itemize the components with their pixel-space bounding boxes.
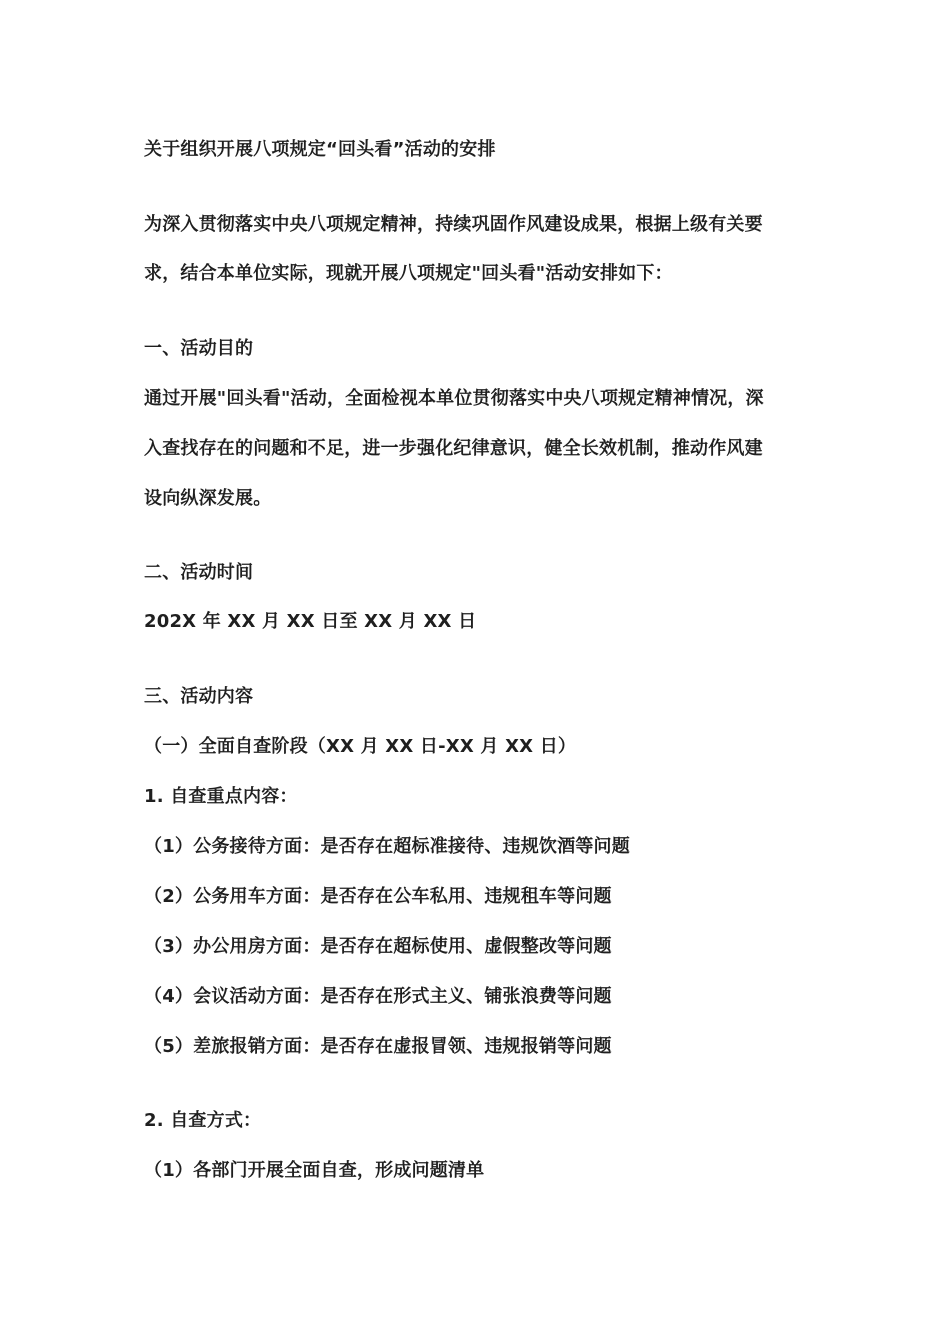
- activity-date-range: 202X 年 XX 月 XX 日至 XX 月 XX 日: [144, 611, 477, 632]
- section-heading-time: 二、活动时间: [144, 562, 254, 583]
- list-item: （4）会议活动方面：是否存在形式主义、铺张浪费等问题: [144, 986, 612, 1007]
- section-heading-content: 三、活动内容: [144, 686, 254, 707]
- intro-line: 为深入贯彻落实中央八项规定精神，持续巩固作风建设成果，根据上级有关要: [144, 214, 763, 235]
- paragraph-line: 设向纵深发展。: [144, 488, 272, 509]
- subsection-heading: 1. 自查重点内容：: [144, 786, 298, 807]
- list-item: （5）差旅报销方面：是否存在虚报冒领、违规报销等问题: [144, 1036, 612, 1057]
- paragraph-line: 入查找存在的问题和不足，进一步强化纪律意识，健全长效机制，推动作风建: [144, 438, 763, 459]
- list-item: （3）办公用房方面：是否存在超标使用、虚假整改等问题: [144, 936, 612, 957]
- document-title: 关于组织开展八项规定“回头看”活动的安排: [144, 139, 496, 160]
- list-item: （1）公务接待方面：是否存在超标准接待、违规饮酒等问题: [144, 836, 630, 857]
- subsection-heading: 2. 自查方式：: [144, 1110, 262, 1131]
- list-item: （1）各部门开展全面自查，形成问题清单: [144, 1160, 485, 1181]
- stage-heading: （一）全面自查阶段（XX 月 XX 日-XX 月 XX 日）: [144, 736, 577, 757]
- paragraph-line: 通过开展"回头看"活动，全面检视本单位贯彻落实中央八项规定精神情况，深: [144, 388, 764, 409]
- intro-line: 求，结合本单位实际，现就开展八项规定"回头看"活动安排如下：: [144, 263, 673, 284]
- section-heading-purpose: 一、活动目的: [144, 338, 254, 359]
- list-item: （2）公务用车方面：是否存在公车私用、违规租车等问题: [144, 886, 612, 907]
